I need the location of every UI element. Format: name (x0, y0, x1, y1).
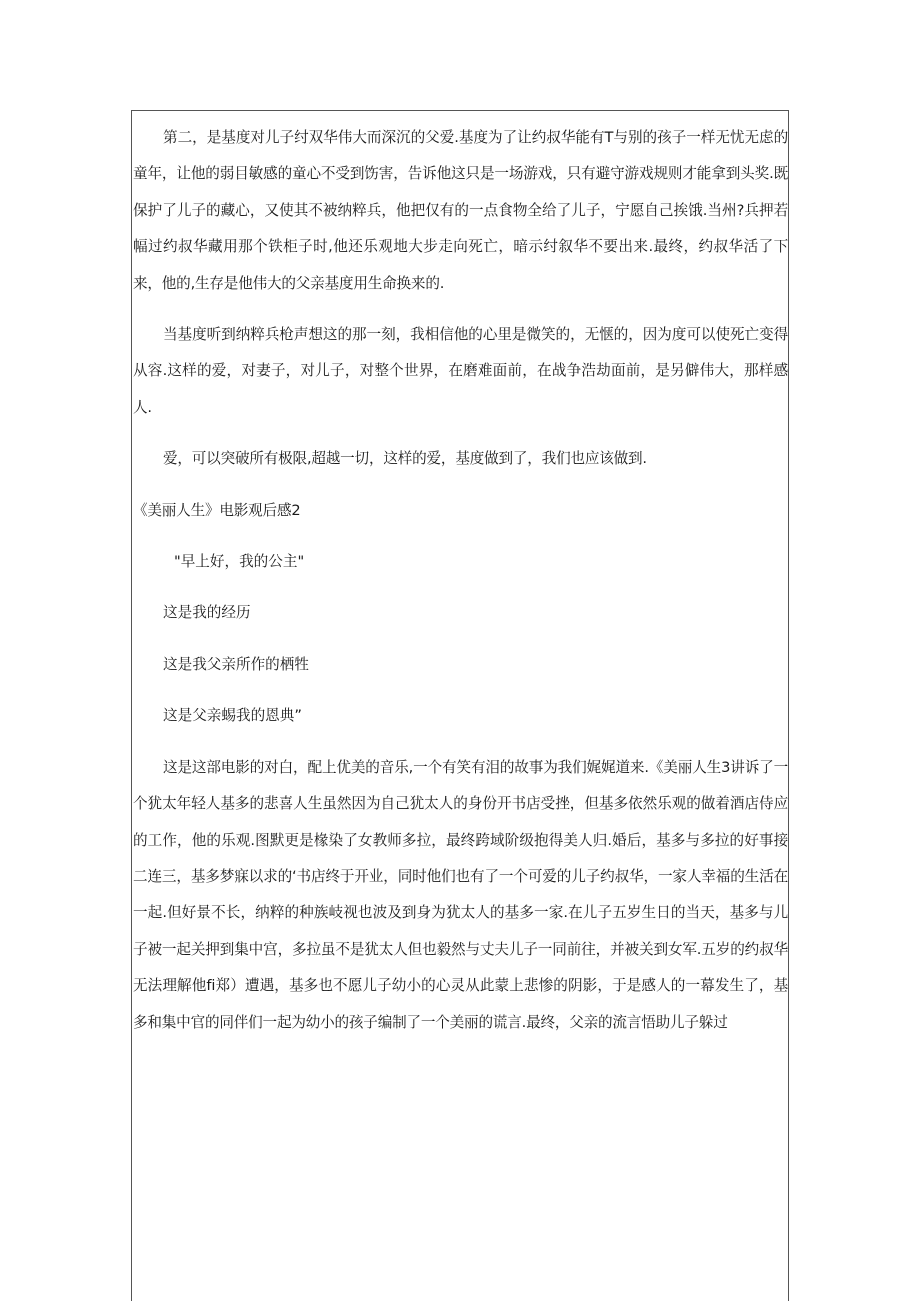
short-line-sacrifice: 这是我父亲所作的栖牲 (163, 655, 309, 673)
paragraph-gunshot-moment: 当基度听到纳粹兵枪声想这的那一刻，我相信他的心里是微笑的，无惬的，因为度可以使死亡变得从容.这样的爱，对妻子，对儿子，对整个世界，在磨难面前，在战争浩劫面前，是另僻伟大，那样感人. (133, 326, 788, 416)
short-line-grace: 这是父亲蜴我的恩典” (163, 707, 302, 725)
short-line-experience: 这是我的经历 (163, 604, 251, 622)
section-heading: 《美丽人生》电影观后感2 (133, 501, 301, 519)
quote-line: "早上好，我的公主" (174, 553, 305, 571)
document-body (133, 120, 788, 1056)
paragraph-love-limits: 爱，可以突破所有极限,超越一切，这样的爱，基度做到了，我们也应该做到. (163, 450, 647, 468)
paragraph-father-love: 第二，是基度对儿子纣双华伟大而深沉的父爱.基度为了让约叔华能有T与别的孩子一样无忧无虑的童年，让他的弱目敏感的童心不受到饬害，告诉他这只是一场游戏，只有避守游戏规则才能拿到头奖.既保护了儿子的藏心，又使其不被纳粹兵，他把仅有的一点食物全给了儿子，宁愿自己挨饿.当州?兵押若幅过约叔华藏用那个铁柜子时,他还乐观地大步走向死亡，暗示纣叙华不要出来.最终，约叔华活了下来，他的,生存是他伟大的父亲基度用生命换来的. (133, 129, 788, 292)
paragraph-film-summary: 这是这部电影的对白，配上优美的音乐,一个有笑有泪的故事为我们娓娓道来.《美丽人生3讲诉了一个犹太年轻人基多的悲喜人生虽然因为自己犹太人的身份开书店受挫，但基多依然乐观的做着酒店侍应的工作，他的乐观.图默更是椽染了女教师多拉，最终跨域阶级抱得美人归.婚后，基多与多拉的好事接二连三，基多梦寐以求的‘书店终于开业，同时他们也有了一个可爱的儿子约叔华，一家人幸福的生活在一起.但好景不长，纳粹的种族岐视也波及到身为犹太人的基多一家.在儿子五岁生日的当天，基多与儿子被一起关押到集中宫，多拉虽不是犹太人但也毅然与丈夫儿子一同前往，并被关到女军.五岁的约叔华无法理解他fi郑）遭遇，基多也不愿儿子幼小的心灵从此蒙上悲惨的阴影，于是感人的一幕发生了，基多和集中官的同伴们一起为幼小的孩子编制了一个美丽的谎言.最终，父亲的流言悟助儿子躲过 (133, 758, 788, 1031)
